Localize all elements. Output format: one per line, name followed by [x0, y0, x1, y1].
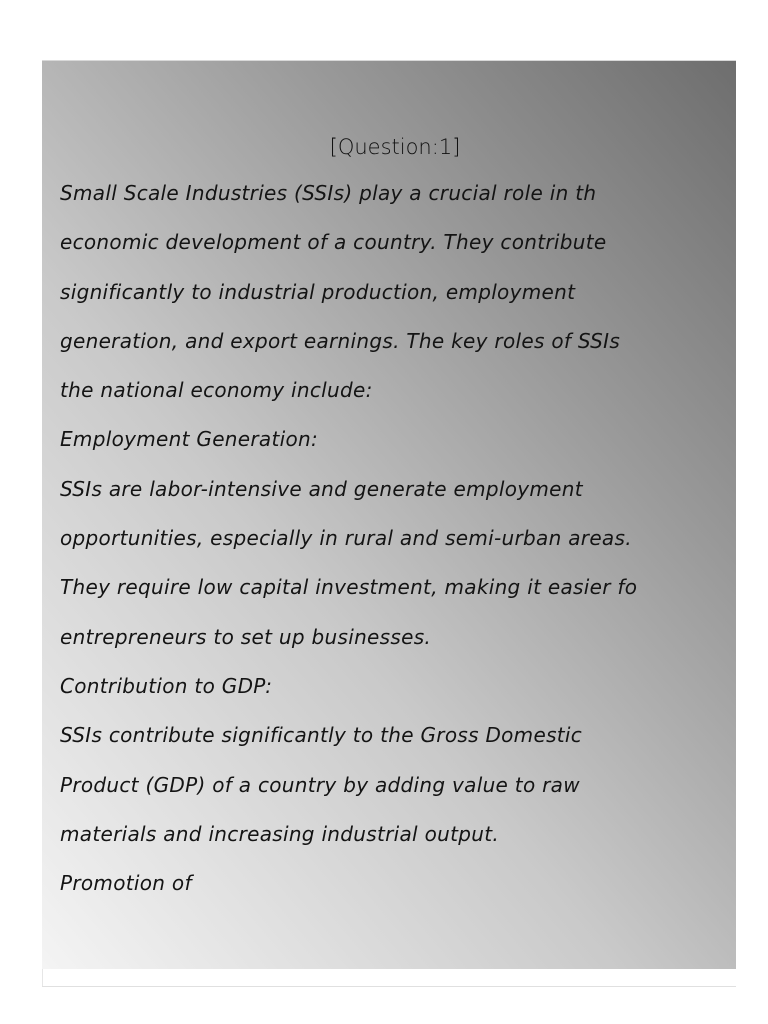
question-heading: [Question:1]: [329, 135, 461, 159]
handwritten-page: [42, 60, 736, 969]
page-bottom-edge: [42, 986, 736, 987]
text-line: Small Scale Industries (SSIs) play a crucial role in th: [60, 181, 597, 205]
text-line: Product (GDP) of a country by adding value to raw: [60, 772, 580, 797]
answer-text: [60, 169, 736, 908]
text-line: generation, and export earnings. The key roles of SSIs: [60, 328, 621, 353]
text-line: significantly to industrial production, employment: [60, 279, 576, 304]
text-line: materials and increasing industrial output.: [60, 821, 499, 846]
text-line: the national economy include:: [60, 378, 373, 403]
text-line: economic development of a country. They contribute: [60, 230, 607, 255]
text-line: entrepreneurs to set up businesses.: [60, 624, 432, 649]
text-line: SSIs contribute significantly to the Gross Domestic: [60, 723, 583, 748]
text-line: They require low capital investment, making it easier fo: [60, 575, 638, 600]
section-heading-promotion: Promotion of: [60, 871, 192, 896]
section-heading-employment: Employment Generation:: [60, 427, 319, 452]
text-line: opportunities, especially in rural and semi-urban areas.: [60, 526, 632, 551]
section-heading-gdp: Contribution to GDP:: [60, 673, 273, 698]
text-line: SSIs are labor-intensive and generate employment: [60, 476, 583, 501]
